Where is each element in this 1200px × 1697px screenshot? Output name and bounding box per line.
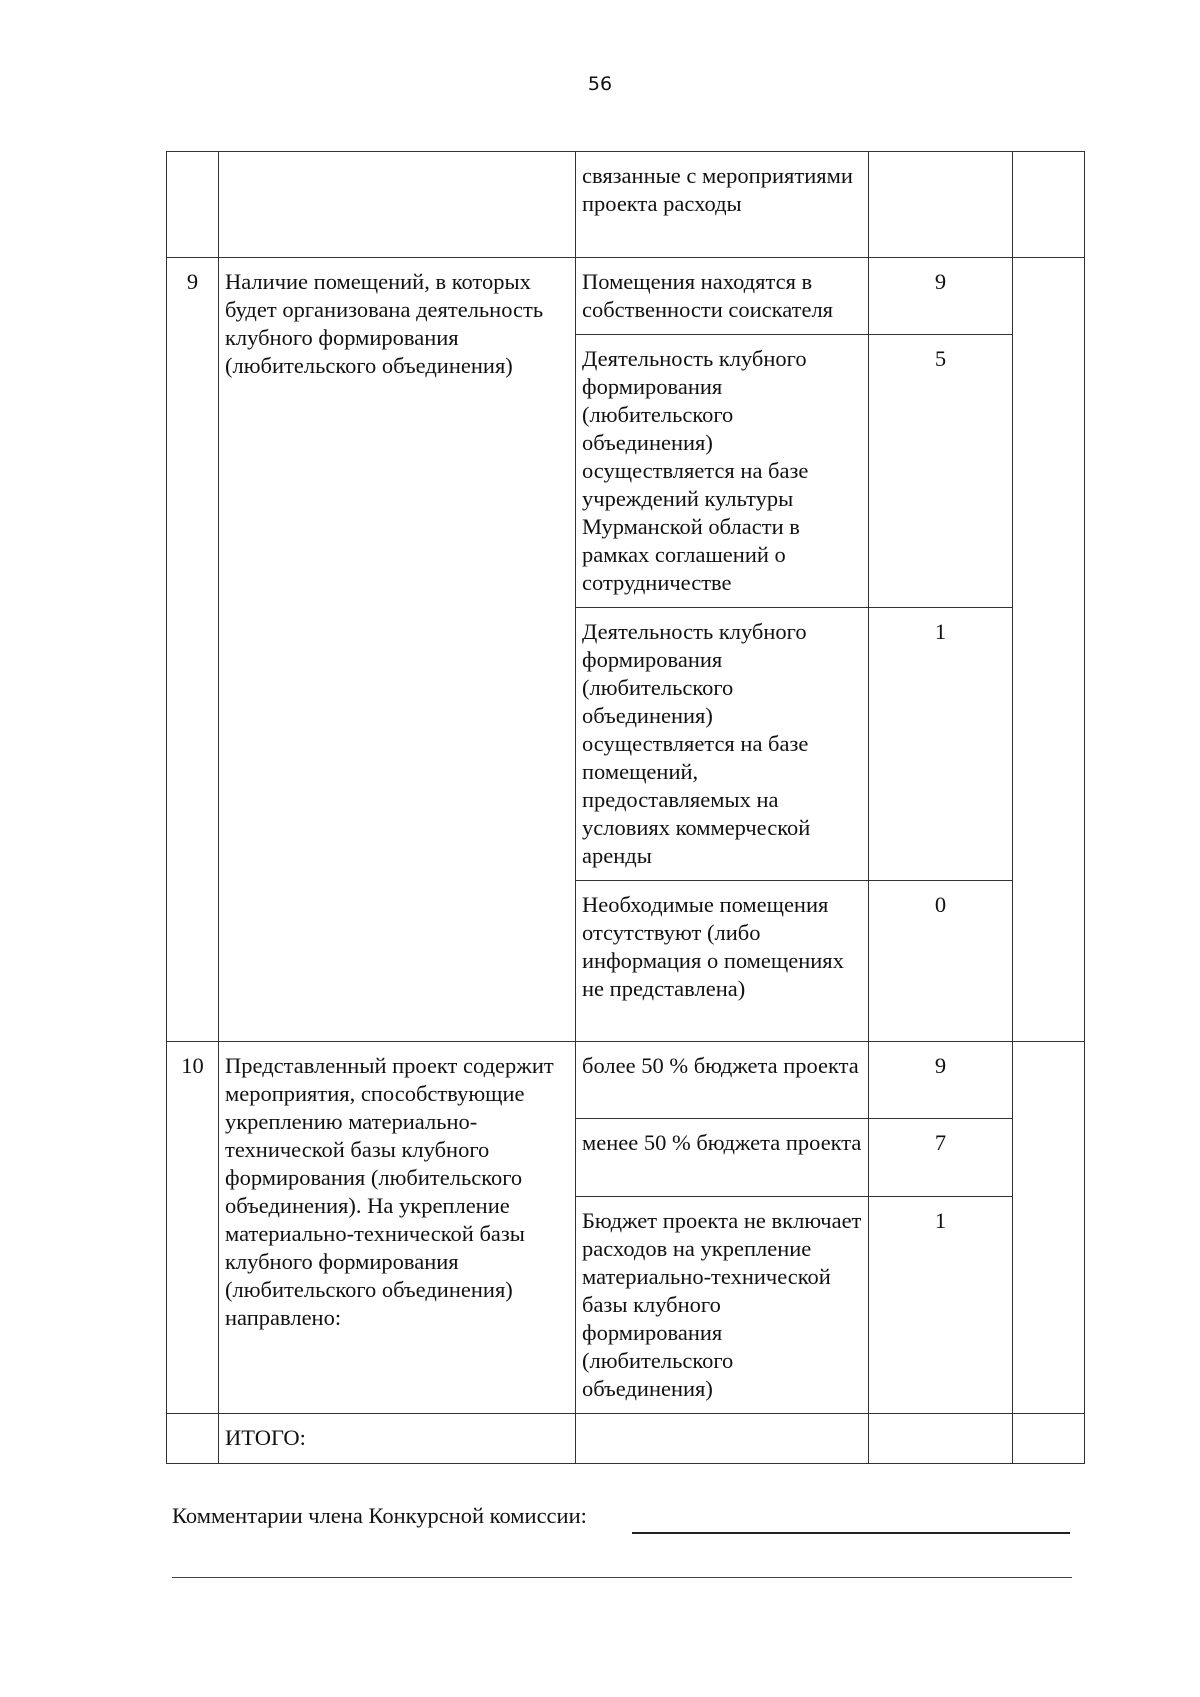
comments-line-1[interactable]	[632, 1532, 1070, 1534]
cell-score	[869, 152, 1013, 258]
comments-label: Комментарии члена Конкурсной комиссии:	[172, 1503, 587, 1528]
option-score: 7	[869, 1119, 1013, 1197]
cell-evaluation[interactable]	[1013, 1042, 1085, 1414]
cell-option	[576, 1414, 869, 1464]
cell-number	[167, 1414, 219, 1464]
criterion-number: 10	[167, 1042, 219, 1414]
cell-evaluation[interactable]	[1013, 152, 1085, 258]
criterion-title: Наличие помещений, в которых будет организована деятельность клубного формирования (любительского объединения)	[219, 258, 576, 1042]
total-evaluation[interactable]	[1013, 1414, 1085, 1464]
cell-evaluation[interactable]	[1013, 258, 1085, 1042]
option-score: 5	[869, 335, 1013, 608]
cell-option: связанные с мероприятиями проекта расходы	[576, 152, 869, 258]
total-label: ИТОГО:	[219, 1414, 576, 1464]
cell-score	[869, 1414, 1013, 1464]
table-row-criterion-10	[167, 1042, 1085, 1119]
option-score: 9	[869, 258, 1013, 335]
option-score: 9	[869, 1042, 1013, 1119]
table-row-continuation	[167, 152, 1085, 258]
criterion-title: Представленный проект содержит мероприятия, способствующие укреплению материально-технической базы клубного формирования (любительского объединения). На укрепление материально-технической базы клубного формирования (любительского объединения) направлено:	[219, 1042, 576, 1414]
option-score: 1	[869, 608, 1013, 881]
option-text: Помещения находятся в собственности соискателя	[576, 258, 869, 335]
criteria-table	[166, 151, 1085, 1464]
cell-number	[167, 152, 219, 258]
option-text: более 50 % бюджета проекта	[576, 1042, 869, 1119]
cell-criterion	[219, 152, 576, 258]
option-score: 1	[869, 1197, 1013, 1414]
comments-line-2[interactable]	[172, 1577, 1072, 1578]
option-text: Деятельность клубного формирования (любительского объединения) осуществляется на базе помещений, предоставляемых на условиях коммерческой аренды	[576, 608, 869, 881]
table-row-criterion-9	[167, 258, 1085, 335]
option-text: Необходимые помещения отсутствуют (либо информация о помещениях не представлена)	[576, 881, 869, 1042]
option-text: Деятельность клубного формирования (любительского объединения) осуществляется на базе учреждений культуры Мурманской области в рамках соглашений о сотрудничестве	[576, 335, 869, 608]
option-text: Бюджет проекта не включает расходов на укрепление материально-технической базы клубного формирования (любительского объединения)	[576, 1197, 869, 1414]
option-text: менее 50 % бюджета проекта	[576, 1119, 869, 1197]
option-score: 0	[869, 881, 1013, 1042]
criterion-number: 9	[167, 258, 219, 1042]
page-number: 56	[587, 73, 613, 95]
table-row-total	[167, 1414, 1085, 1464]
